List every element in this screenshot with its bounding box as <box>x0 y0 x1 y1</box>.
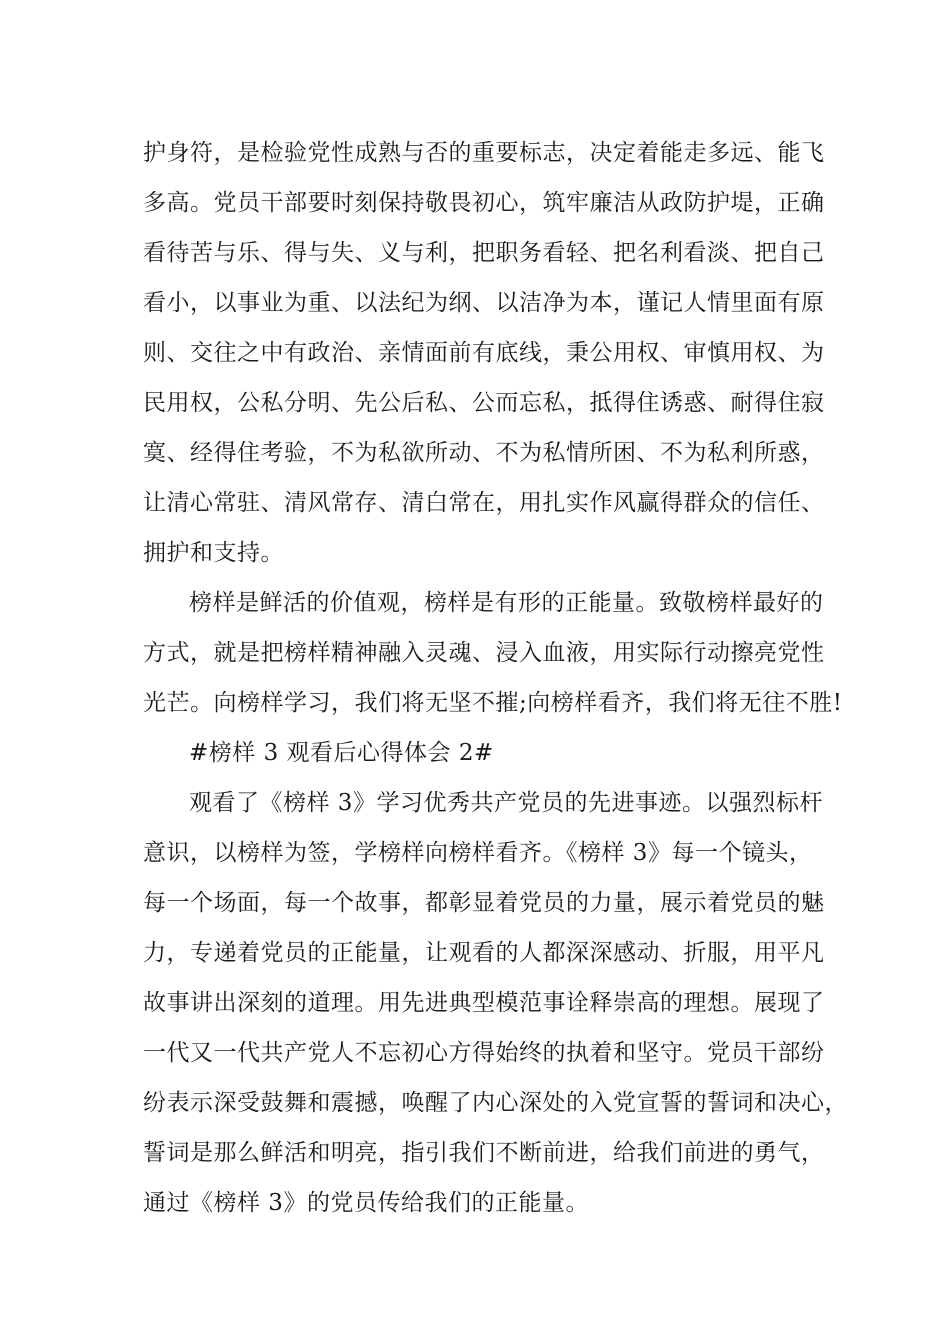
text-line: 力，专递着党员的正能量，让观看的人都深深感动、折服，用平凡 <box>143 940 825 966</box>
text-line: 寞、经得住考验，不为私欲所动、不为私情所困、不为私利所惑， <box>143 440 825 466</box>
paragraph-2 <box>143 578 843 728</box>
text-line: 一代又一代共产党人不忘初心方得始终的执着和坚守。党员干部纷 <box>143 1040 825 1066</box>
section-heading <box>143 728 813 778</box>
text-line: 让清心常驻、清风常存、清白常在，用扎实作风赢得群众的信任、 <box>143 490 825 516</box>
text-line: 观看了《榜样 3》学习优秀共产党员的先进事迹。以强烈标杆 <box>189 790 823 816</box>
document-page <box>143 128 848 1228</box>
paragraph-1 <box>143 128 825 578</box>
text-line: 光芒。向榜样学习，我们将无坚不摧;向榜样看齐，我们将无往不胜! <box>143 690 843 716</box>
text-line: 榜样是鲜活的价值观，榜样是有形的正能量。致敬榜样最好的 <box>189 590 824 616</box>
heading-line: #榜样 3 观看后心得体会 2# <box>189 740 494 766</box>
text-line: 意识，以榜样为签，学榜样向榜样看齐。《榜样 3》每一个镜头， <box>143 840 813 866</box>
text-line: 看小，以事业为重、以法纪为纲、以洁净为本，谨记人情里面有原 <box>143 290 825 316</box>
text-line: 多高。党员干部要时刻保持敬畏初心，筑牢廉洁从政防护堤，正确 <box>143 190 825 216</box>
text-line: 民用权，公私分明、先公后私、公而忘私，抵得住诱惑、耐得住寂 <box>143 390 825 416</box>
text-line: 拥护和支持。 <box>143 540 284 566</box>
text-line: 护身符，是检验党性成熟与否的重要标志，决定着能走多远、能飞 <box>143 140 825 166</box>
text-line: 纷表示深受鼓舞和震撼，唤醒了内心深处的入党宣誓的誓词和决心， <box>143 1090 848 1116</box>
text-line: 方式，就是把榜样精神融入灵魂、浸入血液，用实际行动擦亮党性 <box>143 640 825 666</box>
text-line: 看待苦与乐、得与失、义与利，把职务看轻、把名利看淡、把自己 <box>143 240 825 266</box>
text-line: 则、交往之中有政治、亲情面前有底线，秉公用权、审慎用权、为 <box>143 340 825 366</box>
text-line: 通过《榜样 3》的党员传给我们的正能量。 <box>143 1190 589 1216</box>
paragraph-3 <box>143 778 848 1228</box>
text-line: 誓词是那么鲜活和明亮，指引我们不断前进，给我们前进的勇气， <box>143 1140 825 1166</box>
text-line: 故事讲出深刻的道理。用先进典型模范事诠释崇高的理想。展现了 <box>143 990 825 1016</box>
text-line: 每一个场面，每一个故事，都彰显着党员的力量，展示着党员的魅 <box>143 890 825 916</box>
